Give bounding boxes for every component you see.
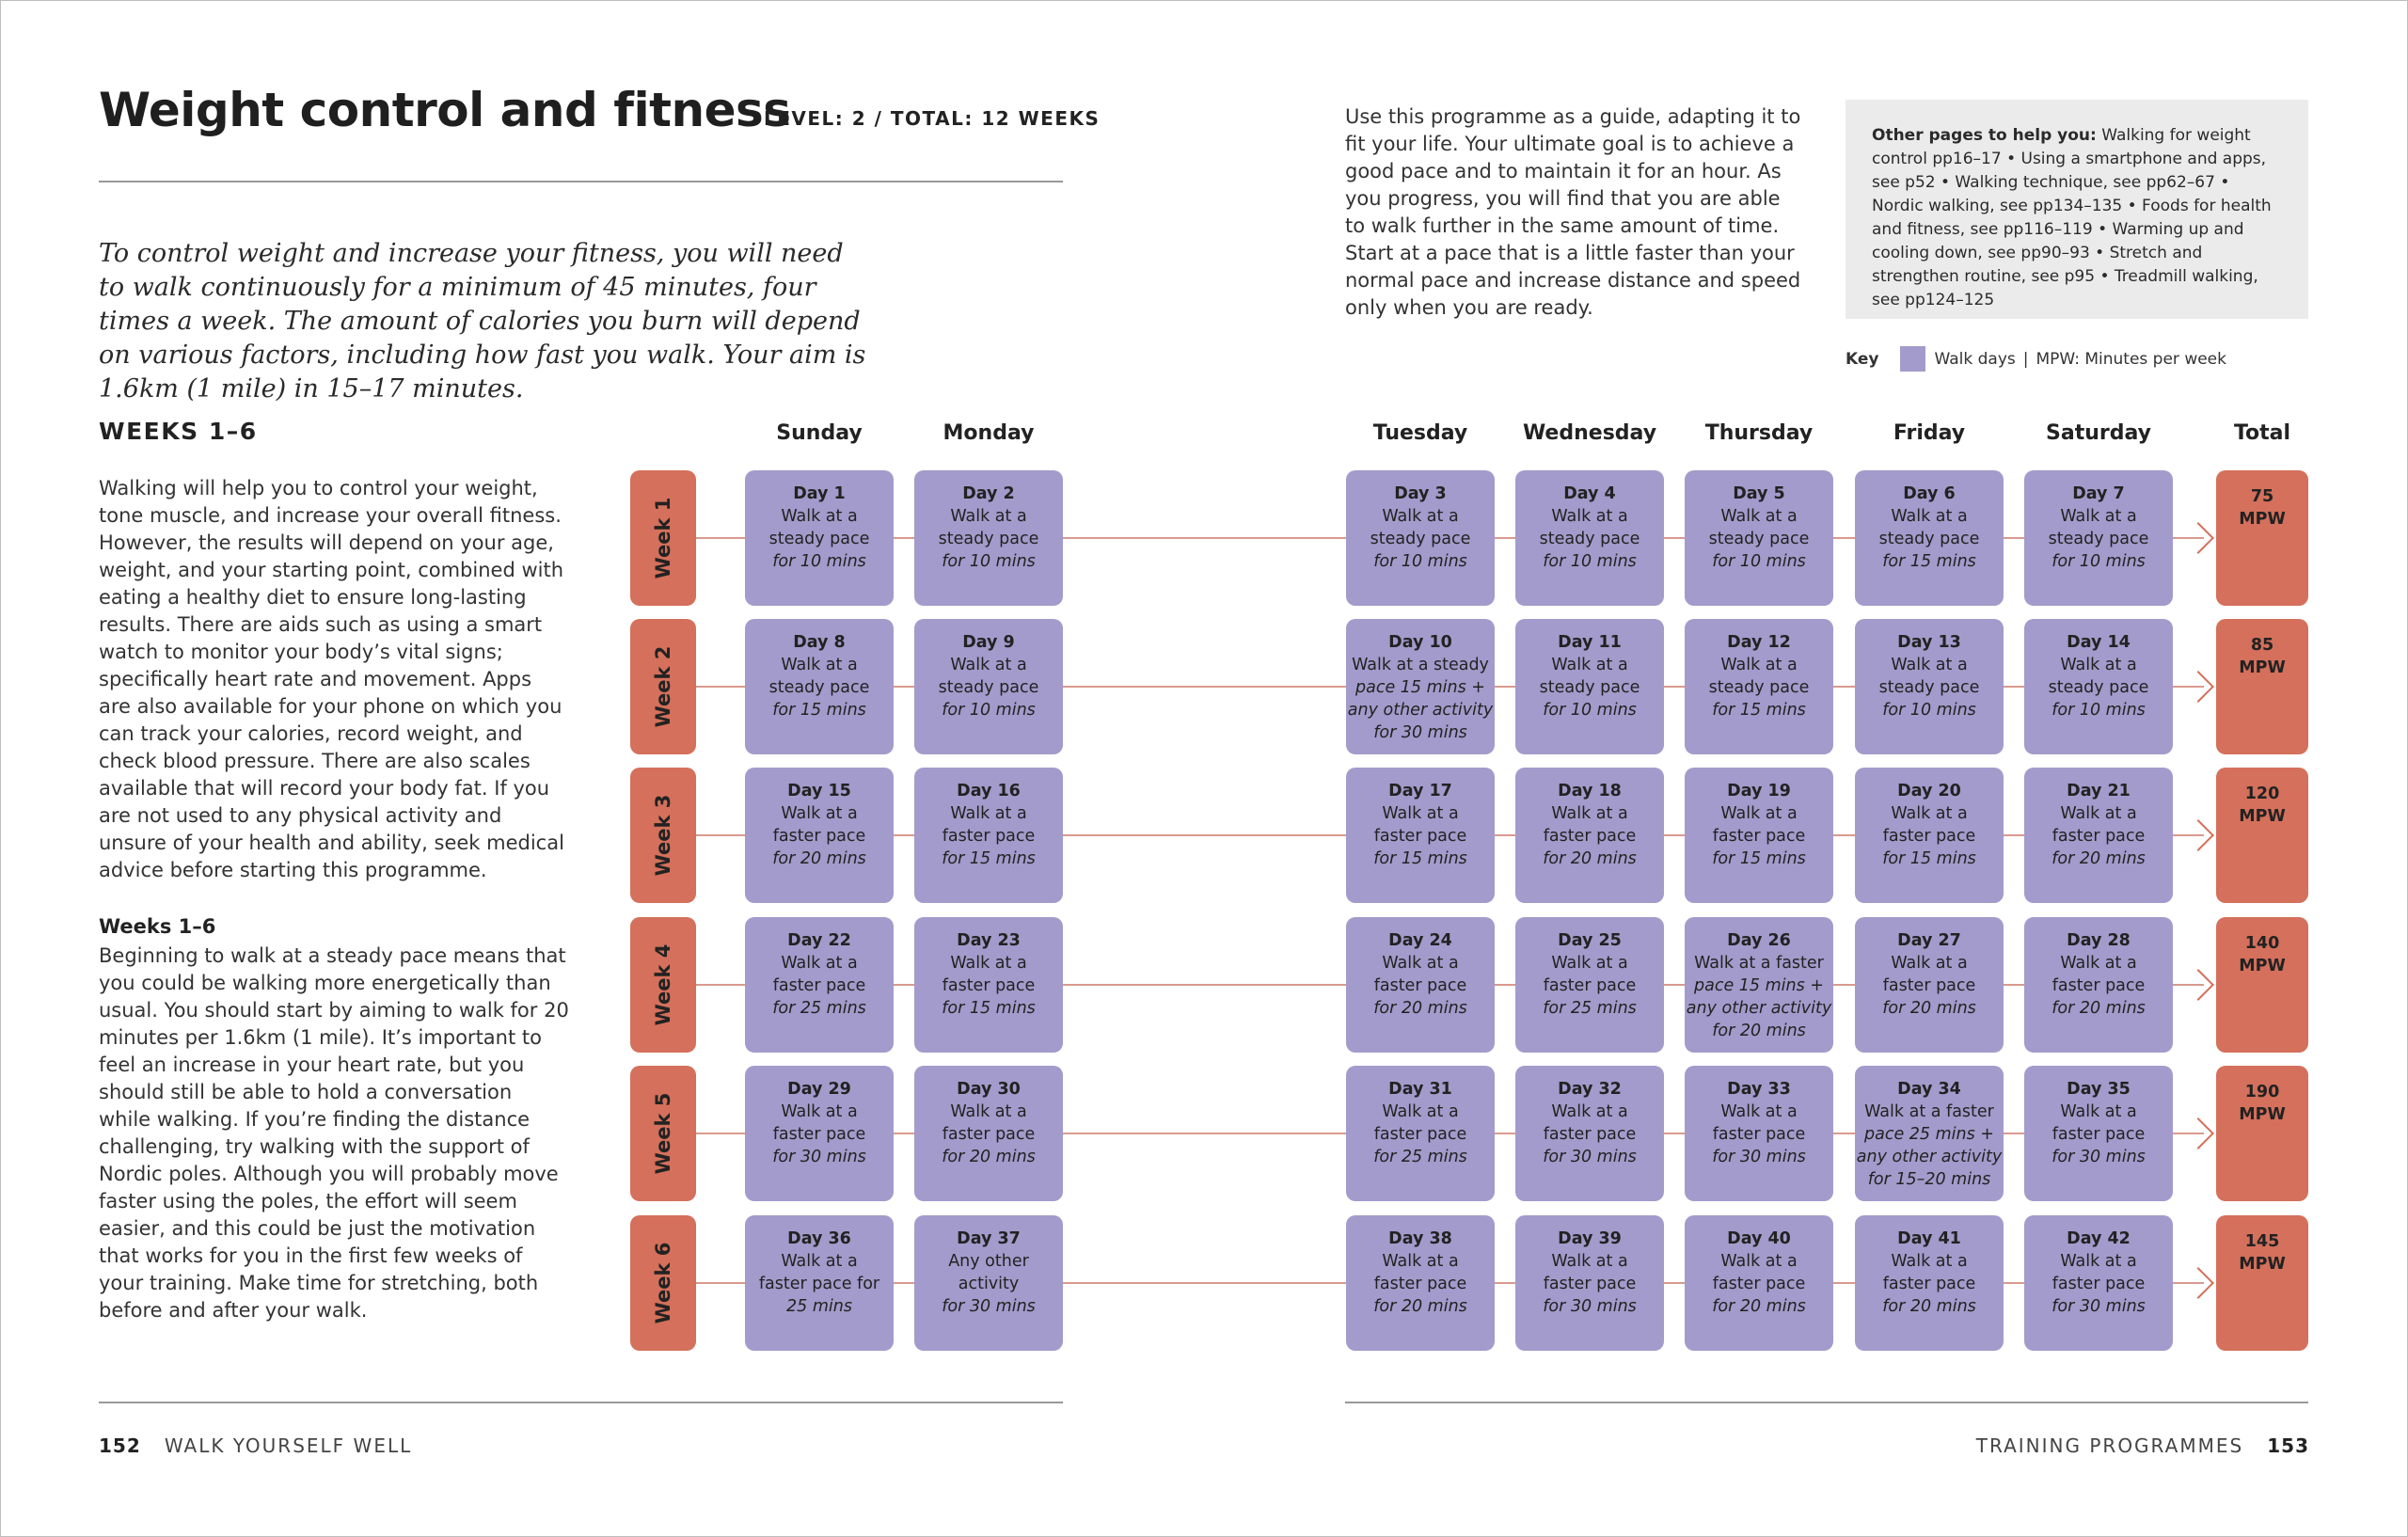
total-minutes: 75 — [2250, 487, 2274, 506]
day-duration: for 20 mins — [1712, 1297, 1806, 1316]
day-cell — [745, 768, 894, 903]
day-instruction: steady pace — [938, 530, 1039, 548]
day-instruction: Walk at a — [1551, 1102, 1628, 1121]
footer-left — [99, 1434, 412, 1457]
total-unit: MPW — [2239, 1255, 2286, 1274]
day-instruction: Walk at a — [2060, 656, 2137, 674]
day-instruction: faster pace — [942, 1125, 1036, 1144]
day-cell — [1855, 470, 2004, 606]
day-duration: for 30 mins — [1543, 1148, 1637, 1166]
week-tab — [630, 768, 696, 903]
day-cell — [1855, 917, 2004, 1053]
day-number: Day 40 — [1727, 1229, 1791, 1248]
day-number: Day 4 — [1563, 484, 1616, 503]
day-instruction: Walk at a — [1891, 804, 1968, 823]
day-instruction: Walk at a steady — [1352, 656, 1489, 674]
day-duration: for 30 mins — [2052, 1148, 2146, 1166]
day-instruction: Walk at a — [781, 954, 858, 973]
help-box-heading: Other pages to help you: — [1872, 126, 2097, 145]
day-number: Day 31 — [1388, 1080, 1452, 1099]
day-instruction: faster pace — [1373, 976, 1467, 995]
day-duration: for 15 mins — [1882, 552, 1976, 571]
week-total — [2216, 470, 2308, 606]
day-instruction: steady pace — [1539, 530, 1640, 548]
day-instruction: faster pace — [772, 976, 866, 995]
day-duration: for 30 mins — [942, 1297, 1036, 1316]
day-cell — [914, 470, 1063, 606]
week-tab — [630, 1215, 696, 1351]
day-duration: for 10 mins — [2052, 552, 2146, 571]
section-body-1: Walking will help you to control your weight, tone muscle, and increase your overall fitness. However, the results will depend on your age, weight, and your starting point, combined with eating a healthy diet to ensure long-lasting results. There are aids such as using a smart watch to monitor your body’s vital signs; specifically heart rate and movement. Apps are also available for your phone on which you can track your calories, record weight, and check blood pressure. There are also scales available that will record your body fat. If you are not used to any physical activity and unsure of your health and ability, seek medical advice before starting this programme. — [99, 477, 564, 881]
day-instruction: faster pace for — [758, 1275, 880, 1293]
day-instruction: steady pace — [938, 678, 1039, 697]
day-number: Day 26 — [1727, 931, 1791, 950]
day-cell — [914, 917, 1063, 1053]
day-cell — [914, 768, 1063, 903]
day-duration: for 30 mins — [2052, 1297, 2146, 1316]
day-instruction: Walk at a — [1720, 804, 1798, 823]
day-cell — [1346, 619, 1495, 754]
day-duration: pace 25 mins + — [1864, 1125, 1994, 1144]
day-instruction: Walk at a — [1551, 1252, 1628, 1271]
week-label: Week 4 — [652, 943, 674, 1026]
day-number: Day 16 — [957, 782, 1021, 800]
day-instruction: Walk at a — [1720, 656, 1798, 674]
day-duration: for 10 mins — [1712, 552, 1806, 571]
week-label: Week 5 — [652, 1092, 674, 1175]
day-number: Day 33 — [1727, 1080, 1791, 1099]
total-unit: MPW — [2239, 807, 2286, 826]
day-instruction: Walk at a — [950, 954, 1027, 973]
week-label: Week 6 — [652, 1242, 674, 1324]
intro-paragraph: To control weight and increase your fitness, you will need to walk continuously for a minimum of 45 minutes, four times a week. The amount of calories you burn will depend on various factors, including how fast you walk. Your aim is 1.6km (1 mile) in 15–17 minutes. — [99, 239, 866, 404]
footer-rule-right — [1345, 1402, 2308, 1403]
day-duration: pace 15 mins + — [1694, 976, 1824, 995]
day-duration: for 20 mins — [1543, 849, 1637, 868]
footer-right — [1976, 1434, 2309, 1457]
section-subheading: Weeks 1–6 — [99, 915, 216, 938]
day-duration: for 15 mins — [942, 999, 1036, 1018]
arrow-right-icon — [2182, 819, 2214, 851]
day-cell — [1346, 768, 1495, 903]
day-instruction: Walk at a — [1551, 804, 1628, 823]
total-minutes: 145 — [2244, 1232, 2280, 1251]
day-duration: for 15 mins — [772, 701, 866, 720]
total-minutes: 140 — [2244, 934, 2280, 953]
total-unit: MPW — [2239, 957, 2286, 975]
day-cell — [1685, 768, 1833, 903]
day-instruction: Walk at a — [1891, 954, 1968, 973]
day-duration: for 20 mins — [1373, 999, 1467, 1018]
week-tab — [630, 917, 696, 1053]
day-duration: for 15 mins — [1373, 849, 1467, 868]
day-instruction: faster pace — [1882, 827, 1976, 846]
day-instruction: faster pace — [2052, 1125, 2146, 1144]
day-instruction: Walk at a faster — [1694, 954, 1824, 973]
day-cell — [1685, 470, 1833, 606]
day-duration: for 20 mins — [1882, 999, 1976, 1018]
total-minutes: 85 — [2250, 636, 2274, 655]
day-cell — [1685, 619, 1833, 754]
walk-day-swatch — [1900, 346, 1925, 372]
day-number: Day 42 — [2067, 1229, 2131, 1248]
day-cell — [1855, 1215, 2004, 1351]
day-number: Day 20 — [1897, 782, 1961, 800]
day-number: Day 6 — [1903, 484, 1956, 503]
day-number: Day 37 — [957, 1229, 1021, 1248]
day-duration: for 10 mins — [2052, 701, 2146, 720]
day-number: Day 5 — [1733, 484, 1785, 503]
column-header: Wednesday — [1522, 421, 1657, 445]
day-instruction: Walk at a — [1891, 507, 1968, 526]
day-duration: for 10 mins — [1543, 701, 1637, 720]
day-number: Day 38 — [1388, 1229, 1452, 1248]
week-total — [2216, 1215, 2308, 1351]
day-cell — [1685, 1215, 1833, 1351]
day-cell — [1685, 917, 1833, 1053]
day-instruction: faster pace — [1712, 1275, 1806, 1293]
day-duration: for 15 mins — [942, 849, 1036, 868]
day-instruction: Walk at a — [950, 804, 1027, 823]
week-label: Week 2 — [652, 645, 674, 728]
page-title: Weight control and fitness — [99, 83, 791, 137]
day-duration: for 25 mins — [772, 999, 866, 1018]
day-duration: for 10 mins — [1882, 701, 1976, 720]
day-cell — [914, 1215, 1063, 1351]
day-instruction: Walk at a — [781, 804, 858, 823]
day-instruction: steady pace — [1539, 678, 1640, 697]
day-instruction: faster pace — [1543, 976, 1637, 995]
day-number: Day 10 — [1388, 633, 1452, 652]
day-instruction: faster pace — [942, 827, 1036, 846]
day-duration: any other activity — [1686, 999, 1832, 1018]
day-instruction: Walk at a — [1891, 1252, 1968, 1271]
week-label: Week 3 — [652, 794, 674, 877]
day-cell — [745, 1066, 894, 1201]
footer-rule-left — [99, 1402, 1063, 1403]
day-cell — [1346, 1066, 1495, 1201]
day-cell — [1515, 1066, 1664, 1201]
day-instruction: steady pace — [768, 678, 870, 697]
day-instruction: Walk at a — [1720, 1102, 1798, 1121]
day-duration: for 20 mins — [1882, 1297, 1976, 1316]
day-duration: for 20 mins — [2052, 999, 2146, 1018]
day-duration: 25 mins — [786, 1297, 852, 1316]
week-tab — [630, 470, 696, 606]
day-instruction: Walk at a — [781, 507, 858, 526]
day-number: Day 2 — [962, 484, 1015, 503]
day-number: Day 23 — [957, 931, 1021, 950]
day-number: Day 17 — [1388, 782, 1452, 800]
week-total — [2216, 1066, 2308, 1201]
day-instruction: Walk at a — [950, 656, 1027, 674]
day-duration: for 20 mins — [1373, 1297, 1467, 1316]
arrow-right-icon — [2182, 1117, 2214, 1149]
day-instruction: faster pace — [772, 1125, 866, 1144]
column-header: Thursday — [1704, 421, 1814, 445]
day-instruction: activity — [958, 1275, 1020, 1293]
day-number: Day 18 — [1558, 782, 1622, 800]
day-number: Day 7 — [2072, 484, 2125, 503]
day-duration: for 15–20 mins — [1867, 1170, 1991, 1189]
day-cell — [1855, 619, 2004, 754]
day-number: Day 39 — [1558, 1229, 1622, 1248]
day-cell — [1855, 1066, 2004, 1201]
day-duration: pace 15 mins + — [1355, 678, 1485, 697]
day-instruction: faster pace — [1712, 1125, 1806, 1144]
column-header: Friday — [1893, 421, 1966, 445]
day-cell — [2024, 768, 2173, 903]
day-duration: for 20 mins — [772, 849, 866, 868]
day-instruction: Walk at a — [2060, 507, 2137, 526]
total-unit: MPW — [2239, 658, 2286, 677]
week-tab — [630, 1066, 696, 1201]
total-unit: MPW — [2239, 510, 2286, 529]
day-instruction: faster pace — [1882, 976, 1976, 995]
day-instruction: Walk at a — [781, 1102, 858, 1121]
day-number: Day 13 — [1897, 633, 1961, 652]
week-tab — [630, 619, 696, 754]
day-number: Day 22 — [787, 931, 851, 950]
day-instruction: Walk at a — [1382, 1102, 1459, 1121]
day-instruction: Walk at a — [1382, 954, 1459, 973]
total-minutes: 190 — [2244, 1083, 2280, 1101]
day-number: Day 34 — [1897, 1080, 1961, 1099]
day-duration: any other activity — [1347, 701, 1494, 720]
day-number: Day 19 — [1727, 782, 1791, 800]
day-cell — [2024, 1066, 2173, 1201]
day-instruction: steady pace — [768, 530, 870, 548]
day-instruction: Walk at a — [1551, 656, 1628, 674]
day-instruction: Walk at a — [1551, 507, 1628, 526]
day-instruction: Walk at a faster — [1864, 1102, 1994, 1121]
day-duration: for 30 mins — [1543, 1297, 1637, 1316]
page-number-right: 153 — [2267, 1434, 2309, 1457]
day-instruction: Walk at a — [781, 656, 858, 674]
day-number: Day 32 — [1558, 1080, 1622, 1099]
day-instruction: Walk at a — [950, 1102, 1027, 1121]
day-instruction: faster pace — [1543, 1275, 1637, 1293]
page-number-left: 152 — [99, 1434, 141, 1457]
day-instruction: faster pace — [1712, 827, 1806, 846]
help-box — [1846, 100, 2308, 319]
day-duration: for 25 mins — [1373, 1148, 1467, 1166]
day-instruction: Walk at a — [1382, 1252, 1459, 1271]
day-duration: for 20 mins — [2052, 849, 2146, 868]
day-duration: for 30 mins — [772, 1148, 866, 1166]
key-separator: | — [2022, 349, 2029, 369]
column-header: Tuesday — [1372, 421, 1468, 445]
day-cell — [2024, 1215, 2173, 1351]
day-cell — [2024, 470, 2173, 606]
day-instruction: steady pace — [2048, 678, 2149, 697]
day-number: Day 36 — [787, 1229, 851, 1248]
help-box-text: Walking for weight control pp16–17 • Using a smartphone and apps, see p52 • Walking technique, see pp62–67 • Nordic walking, see pp134–135 • Foods for health and fitness, see pp116–119 • Warming up and cooling down, see pp90–93 • Stretch and strengthen routine, see p95 • Treadmill walking, see pp124–125 — [1872, 126, 2272, 309]
guide-paragraph: Use this programme as a guide, adapting it to fit your life. Your ultimate goal is to achieve a good pace and to maintain it for an hour. As you progress, you will find that you are able to walk further in the same amount of time. Start at a pace that is a little faster than your normal pace and increase distance and speed only when you are ready. — [1345, 105, 1801, 319]
day-number: Day 27 — [1897, 931, 1961, 950]
day-instruction: steady pace — [2048, 530, 2149, 548]
day-instruction: Walk at a — [1382, 804, 1459, 823]
column-header: Total — [2233, 421, 2291, 445]
day-instruction: faster pace — [772, 827, 866, 846]
day-instruction: faster pace — [2052, 976, 2146, 995]
day-instruction: Walk at a — [1382, 507, 1459, 526]
day-cell — [1346, 917, 1495, 1053]
day-instruction: faster pace — [1543, 1125, 1637, 1144]
arrow-right-icon — [2182, 1267, 2214, 1299]
key-legend — [1846, 346, 2226, 372]
day-cell — [1515, 619, 1664, 754]
day-instruction: faster pace — [1882, 1275, 1976, 1293]
day-instruction: steady pace — [1708, 530, 1810, 548]
day-instruction: Walk at a — [2060, 804, 2137, 823]
day-instruction: Walk at a — [950, 507, 1027, 526]
day-instruction: faster pace — [1543, 827, 1637, 846]
day-number: Day 41 — [1897, 1229, 1961, 1248]
day-instruction: steady pace — [1878, 678, 1980, 697]
day-duration: for 15 mins — [1712, 701, 1806, 720]
day-cell — [1346, 470, 1495, 606]
day-number: Day 29 — [787, 1080, 851, 1099]
day-instruction: Walk at a — [1720, 1252, 1798, 1271]
day-instruction: faster pace — [2052, 827, 2146, 846]
day-duration: for 15 mins — [1882, 849, 1976, 868]
day-instruction: faster pace — [2052, 1275, 2146, 1293]
day-duration: for 30 mins — [1712, 1148, 1806, 1166]
day-number: Day 30 — [957, 1080, 1021, 1099]
day-duration: for 10 mins — [772, 552, 866, 571]
day-cell — [2024, 917, 2173, 1053]
day-instruction: steady pace — [1708, 678, 1810, 697]
day-duration: for 10 mins — [942, 701, 1036, 720]
day-instruction: Walk at a — [1720, 507, 1798, 526]
day-instruction: Any other — [948, 1252, 1029, 1271]
day-instruction: Walk at a — [2060, 954, 2137, 973]
week-total — [2216, 917, 2308, 1053]
day-instruction: faster pace — [1373, 827, 1467, 846]
day-number: Day 3 — [1394, 484, 1447, 503]
day-duration: for 10 mins — [1543, 552, 1637, 571]
week-total — [2216, 619, 2308, 754]
level-total-label: LEVEL: 2 / TOTAL: 12 WEEKS — [764, 107, 1101, 130]
key-mpw: MPW: Minutes per week — [2036, 349, 2226, 369]
day-duration: for 20 mins — [1712, 1022, 1806, 1040]
day-number: Day 8 — [793, 633, 846, 652]
day-instruction: Walk at a — [1891, 656, 1968, 674]
arrow-right-icon — [2182, 522, 2214, 554]
day-number: Day 14 — [2067, 633, 2131, 652]
day-number: Day 11 — [1558, 633, 1622, 652]
day-duration: for 30 mins — [1373, 723, 1467, 742]
header-rule — [99, 181, 1063, 182]
day-cell — [1515, 917, 1664, 1053]
day-duration: for 10 mins — [942, 552, 1036, 571]
key-label: Key — [1846, 349, 1879, 369]
day-duration: for 10 mins — [1373, 552, 1467, 571]
day-number: Day 28 — [2067, 931, 2131, 950]
footer-left-label: WALK YOURSELF WELL — [164, 1434, 413, 1457]
day-number: Day 1 — [793, 484, 846, 503]
footer-right-label: TRAINING PROGRAMMES — [1975, 1434, 2244, 1457]
column-header: Saturday — [2046, 421, 2151, 445]
day-instruction: faster pace — [942, 976, 1036, 995]
day-cell — [745, 1215, 894, 1351]
day-instruction: faster pace — [1373, 1125, 1467, 1144]
total-minutes: 120 — [2244, 784, 2280, 803]
day-number: Day 25 — [1558, 931, 1622, 950]
day-duration: any other activity — [1856, 1148, 2003, 1166]
day-duration: for 25 mins — [1543, 999, 1637, 1018]
day-cell — [1515, 1215, 1664, 1351]
day-number: Day 12 — [1727, 633, 1791, 652]
column-header: Sunday — [776, 421, 863, 445]
key-walk-days: Walk days — [1934, 349, 2016, 369]
day-cell — [914, 1066, 1063, 1201]
day-cell — [1855, 768, 2004, 903]
day-cell — [914, 619, 1063, 754]
day-cell — [1346, 1215, 1495, 1351]
day-cell — [1515, 470, 1664, 606]
day-number: Day 24 — [1388, 931, 1452, 950]
section-heading: WEEKS 1–6 — [99, 418, 258, 445]
day-cell — [745, 917, 894, 1053]
day-instruction: faster pace — [1373, 1275, 1467, 1293]
day-duration: for 15 mins — [1712, 849, 1806, 868]
day-cell — [1515, 768, 1664, 903]
day-instruction: Walk at a — [1551, 954, 1628, 973]
day-cell — [745, 619, 894, 754]
total-unit: MPW — [2239, 1105, 2286, 1124]
week-total — [2216, 768, 2308, 903]
day-number: Day 9 — [962, 633, 1015, 652]
day-cell — [2024, 619, 2173, 754]
day-instruction: Walk at a — [2060, 1102, 2137, 1121]
day-instruction: steady pace — [1370, 530, 1471, 548]
day-number: Day 15 — [787, 782, 851, 800]
day-instruction: Walk at a — [2060, 1252, 2137, 1271]
day-instruction: Walk at a — [781, 1252, 858, 1271]
arrow-right-icon — [2182, 671, 2214, 703]
week-label: Week 1 — [652, 497, 674, 579]
day-cell — [745, 470, 894, 606]
day-cell — [1685, 1066, 1833, 1201]
day-duration: for 20 mins — [942, 1148, 1036, 1166]
day-number: Day 35 — [2067, 1080, 2131, 1099]
section-body-2: Beginning to walk at a steady pace means that you could be walking more energetically than usual. You should start by aiming to walk for 20 minutes per 1.6km (1 mile). It’s important to feel an increase in your heart rate, but you should still be able to hold a conversation while walking. If you’re finding the distance challenging, try walking with the support of Nordic poles. Although you will probably move faster using the poles, the effort will seem easier, and this could be just the motivation that works for you in the first few weeks of your training. Make time for stretching, both before and after your walk. — [99, 944, 569, 1322]
day-instruction: steady pace — [1878, 530, 1980, 548]
column-header: Monday — [943, 421, 1035, 445]
day-number: Day 21 — [2067, 782, 2131, 800]
arrow-right-icon — [2182, 969, 2214, 1001]
